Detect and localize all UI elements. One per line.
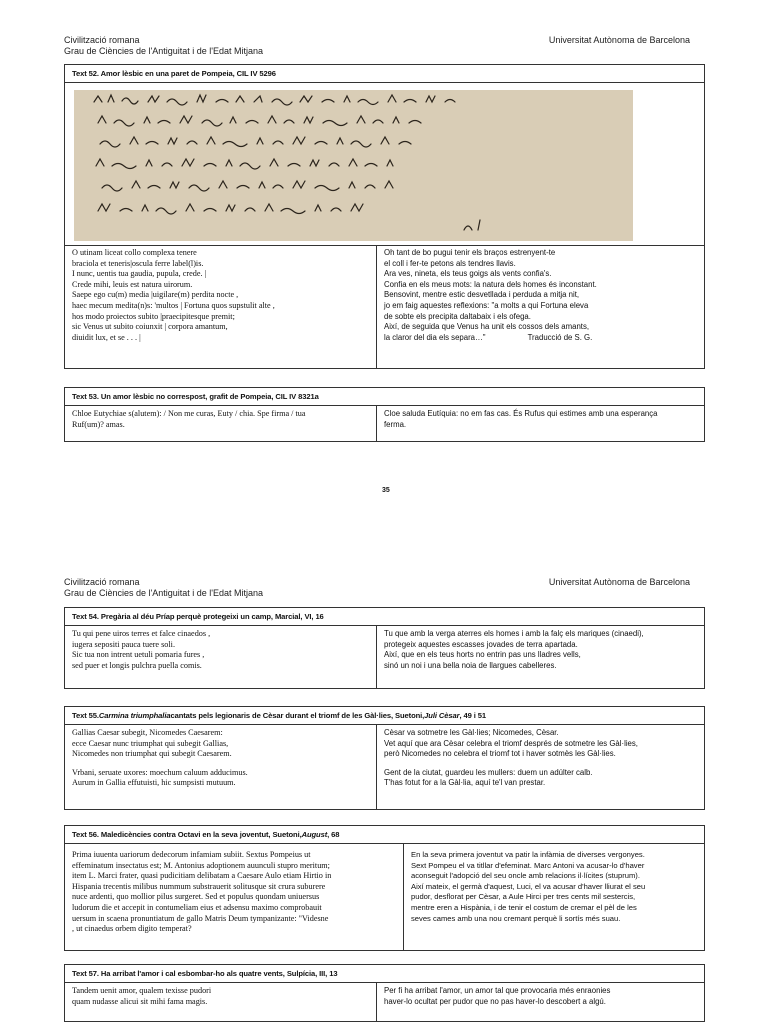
text55-box: [64, 706, 705, 810]
text54-latin: Tu qui pene uiros terres et falce cinaedos , iugera sepositi pauca tuere soli. Sic tua non intrent uetuli pomaria fures , sed puer et longis pulchra puella comis.: [65, 626, 377, 688]
university-name: Universitat Autònoma de Barcelona: [548, 35, 690, 45]
text57-box: [64, 964, 705, 1022]
text53-box: [64, 387, 705, 442]
text53-catalan: Cloe saluda Eutíquia: no em fas cas. És Rufus qui estimes amb una esperança ferma.: [384, 409, 658, 429]
text57-title: Text 57. Ha arribat l'amor i cal esbombar-ho als quatre vents, Sulpícia, III, 13: [65, 965, 704, 983]
course-title: Civilització romana: [64, 577, 140, 587]
text55-title: Text 55. Carmina triumphalia cantats pels legionaris de Cèsar durant el triomf de les Gàl·lies, Suetoni, Juli Cèsar , 49 i 51: [65, 707, 704, 725]
university-name: Universitat Autònoma de Barcelona: [548, 577, 690, 587]
text55-catalan: Cèsar va sotmetre les Gàl·lies; Nicomedes, Cèsar. Vet aquí que ara Cèsar celebra el triomf després de sotmetre les Gàl·lies, però Nicomedes no celebra el triomf tot i haver sotmès les Gàl·lies. Gent de la ciutat, guardeu les mullers: duem un adúlter calb. T'has fotut for a la Gàl·lia, aquí te'l van prestar.: [384, 728, 638, 788]
text54-catalan: Tu que amb la verga aterres els homes i amb la falç els mariques (cinaedi), protegeix aquestes escasses jovades de terra apartada. Així, que en els teus horts no entrin pas uns lladres vells, sinó un noi i una bella noia de llargues cabelleres.: [384, 629, 644, 670]
page-number: 35: [382, 487, 390, 494]
text57-latin: Tandem uenit amor, qualem texisse pudori quam nudasse alicui sit mihi fama magis.: [65, 983, 377, 1021]
page2-header: [64, 577, 690, 599]
text56-title: Text 56. Maledicències contra Octavi en la seva joventut, Suetoni, August , 68: [65, 826, 704, 844]
degree-title: Grau de Ciències de l'Antiguitat i de l'Edat Mitjana: [64, 46, 264, 56]
text56-latin: Prima iuuenta uariorum dedecorum infamiam subiit. Sextus Pompeius ut effeminatum insectatus est; M. Antonius adoptionem auunculi stupro meritum; item L. Marci frater, quasi pudicitiam delibatam a Caesare Aulo etiam Hirtio in Hispania trecentis milibus nummum substrauerit solitusque sit crura suburere nuce ardenti, quo mollior pilus surgeret. Sed et populus quondam uniuersus ludorum die et accepit in contumeliam eius et adsensu maximo comprobauit uersum in scaena pronuntiatum de gallo Matris Deum tympanizante: "Videsne , ut cinaedus orbem digito temperat?: [65, 844, 404, 950]
text52-box: [64, 64, 705, 246]
text53-latin: Chloe Eutychiae s(alutem): / Non me curas, Euty / chia. Spe firma / tua Ruf(um)? amas.: [65, 406, 377, 441]
text52-title: Text 52. Amor lèsbic en una paret de Pompeia, CIL IV 5296: [65, 65, 704, 83]
pompeii-graffiti-image: [74, 90, 633, 241]
text54-title: Text 54. Pregària al déu Príap perquè protegeixi un camp, Marcial, VI, 16: [65, 608, 704, 626]
text54-box: [64, 607, 705, 689]
page1-header: [64, 35, 690, 57]
text56-catalan: En la seva primera joventut va patir la infàmia de diverses vergonyes. Sext Pompeu el va titllar d'efeminat. Marc Antoni va acusar-lo d'haver aconseguit l'adopció del seu oncle amb relacions il·lícites (stuprum). Així mateix, el germà d'aquest, Luci, el va acusar d'haver lliurat el seu pudor, desflorat per Cèsar, a Aule Hirci per tres cents mil sestercis, mentre eren a Hispània, i de tenir el costum de cremar el pèl de les seves cames amb una nou cremant perquè li sortís més suau.: [411, 850, 646, 923]
text52-table: [64, 245, 705, 369]
degree-title: Grau de Ciències de l'Antiguitat i de l'Edat Mitjana: [64, 588, 264, 598]
text53-title: Text 53. Un amor lèsbic no correspost, grafit de Pompeia, CIL IV 8321a: [65, 388, 704, 406]
course-title: Civilització romana: [64, 35, 140, 45]
graffiti-drawing: [74, 90, 633, 241]
text52-latin: O utinam liceat collo complexa tenere braciola et teneris|oscula ferre label(l)is. I nunc, uentis tua gaudia, pupula, crede. | Crede mihi, leuis est natura uirorum. Saepe ego cu(m) media |uigilare(m) perdita nocte , haec mecum medita(n)s: 'multos | Fortuna quos supstulit alte , hos modo proiectos subito |praecipitesque premit; sic Venus ut subito coiunxit | corpora amantum, diuidit lux, et se . . . |: [65, 245, 377, 368]
text57-catalan: Per fi ha arribat l'amor, un amor tal que provocaria més enraonies haver-lo ocultat per pudor que no pas haver-lo descobert a algú.: [384, 986, 611, 1006]
text55-latin: Gallias Caesar subegit, Nicomedes Caesarem: ecce Caesar nunc triumphat qui subegit Gallias, Nicomedes non triumphat qui subegit Caesarem. Vrbani, seruate uxores: moechum caluum adducimus. Aurum in Gallia effutuisti, hic sumpsisti mutuum.: [65, 725, 377, 809]
text52-catalan: Oh tant de bo pugui tenir els braços estrenyent-te el coll i fer-te petons als tendres llavis. Ara ves, nineta, els teus goigs als vents confia's. Confia en els meus mots: la natura dels homes és inconstant. Bensovint, mentre estic desvetllada i perduda a mitja nit, jo em faig aquestes reflexions: "a molts a qui Fortuna eleva de sobte els precipita daltabaix i els ofega. Així, de seguida que Venus ha unit els cossos dels amants, la claror del dia els separa…" Traducció de S. G.: [384, 248, 597, 342]
text56-box: [64, 825, 705, 951]
translator-credit: Traducció de S. G.: [527, 332, 593, 342]
